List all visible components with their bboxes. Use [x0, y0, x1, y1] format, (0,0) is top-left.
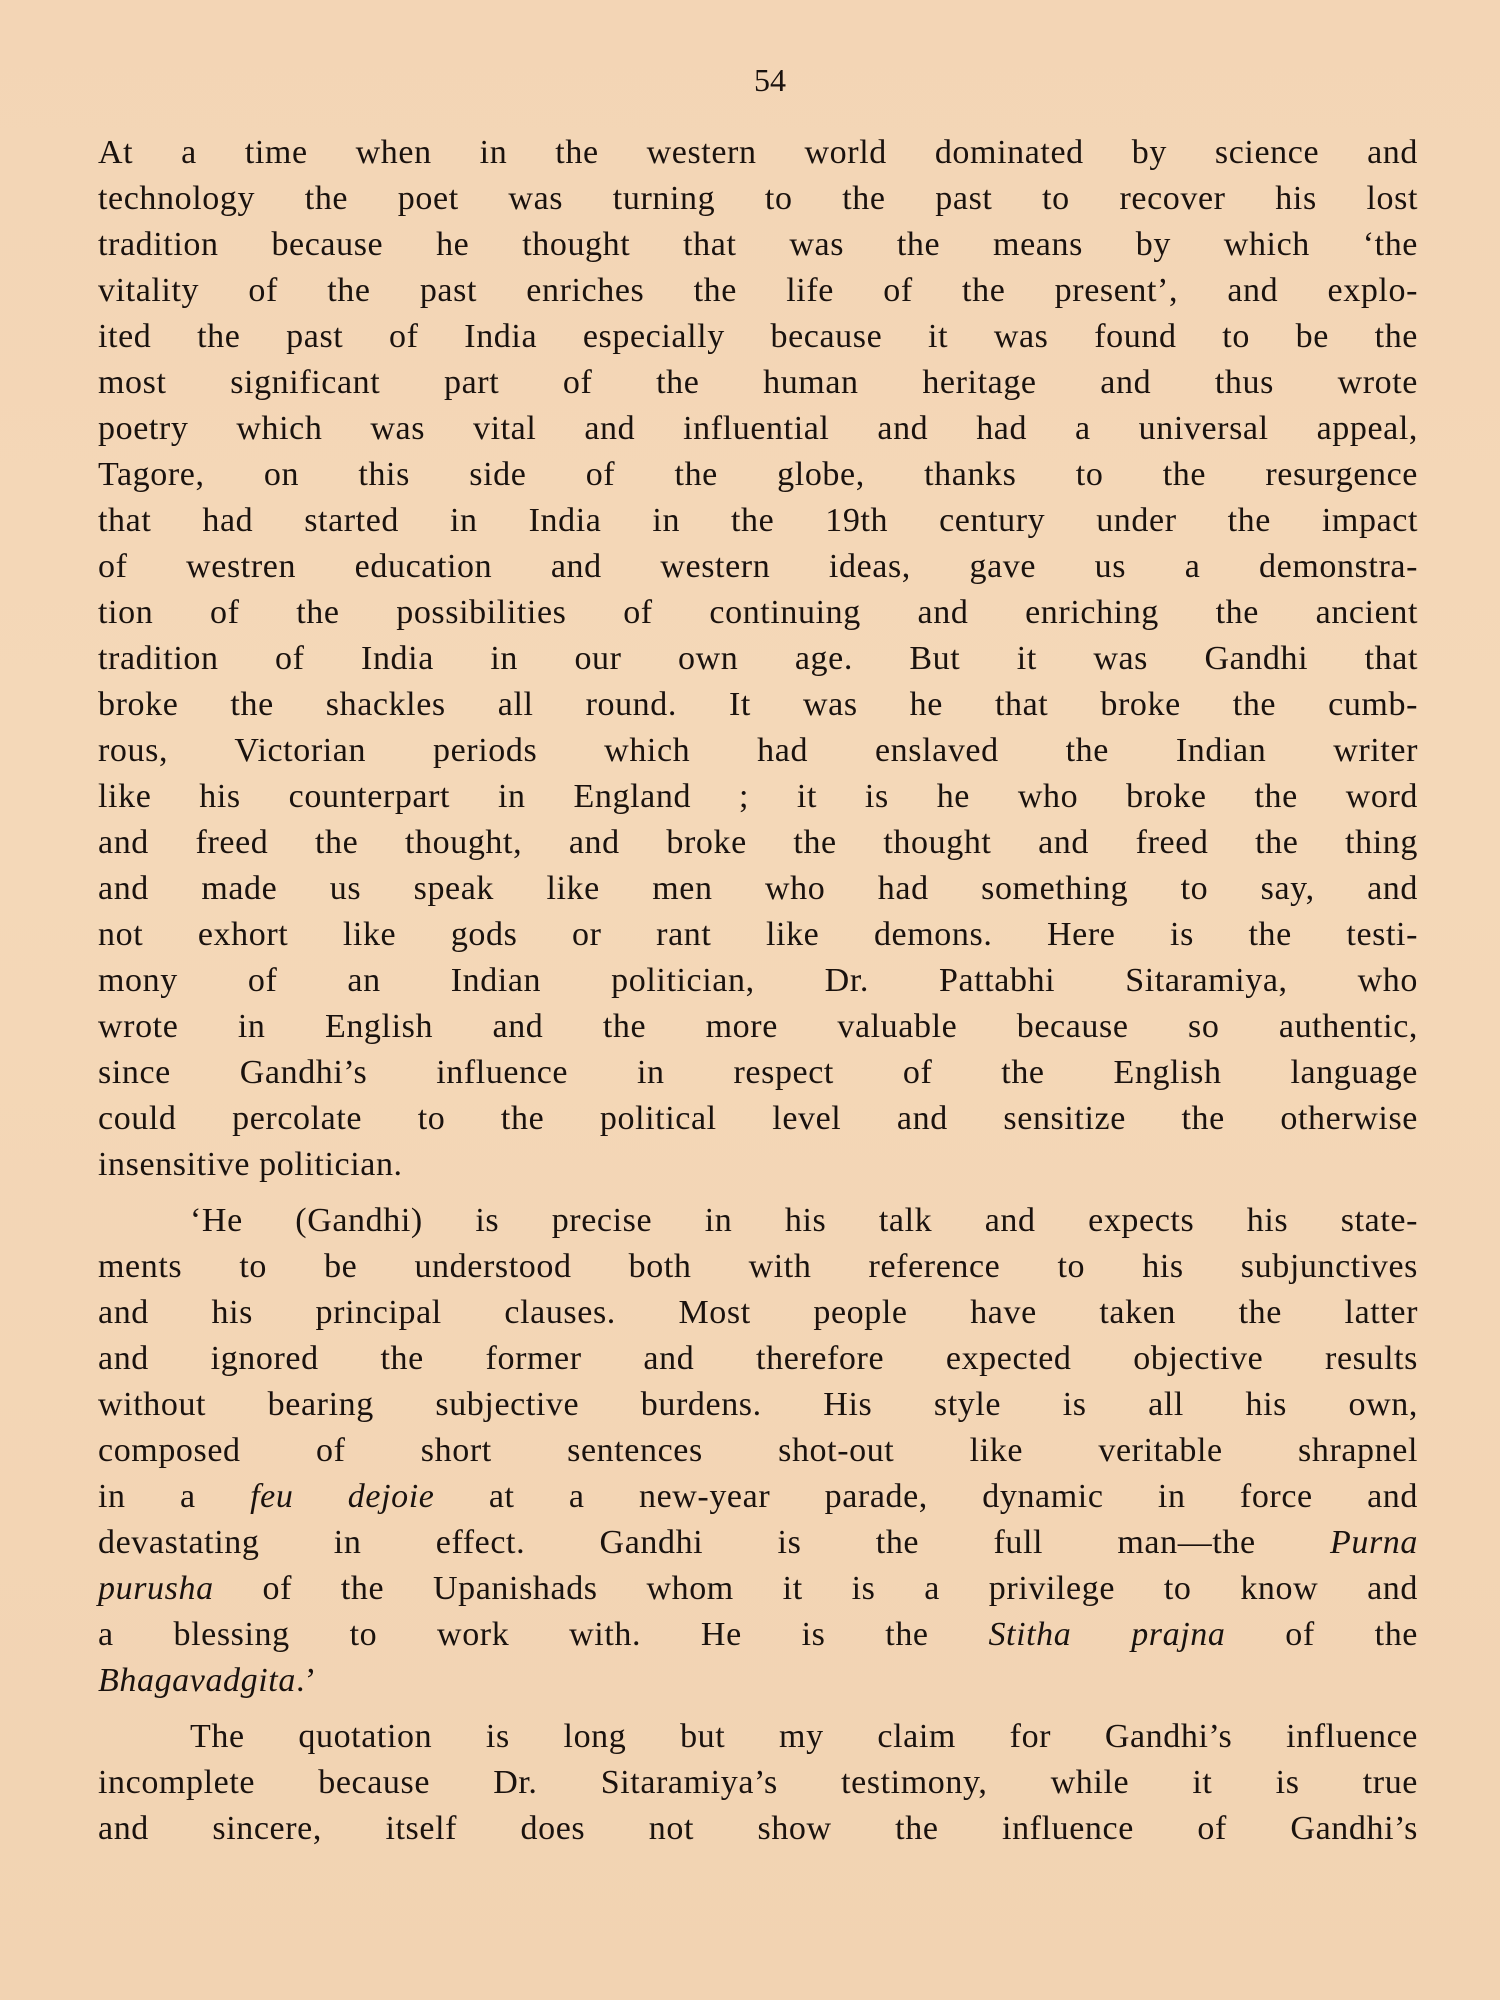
- paragraph-2-quotation: [98, 1198, 1418, 1704]
- text-line: tradition of India in our own age. But it was Gandhi that: [98, 640, 1418, 677]
- text-line: Tagore, on this side of the globe, thanks to the resurgence: [98, 456, 1418, 493]
- text-run: of the: [1225, 1616, 1418, 1653]
- text-line: like his counterpart in England ; it is he who broke the word: [98, 778, 1418, 815]
- text-line: and sincere, itself does not show the influence of Gandhi’s: [98, 1810, 1418, 1847]
- italic-text-run: Purna: [1330, 1524, 1418, 1561]
- text-run: of the Upanishads whom it is a privilege to know and: [213, 1570, 1418, 1607]
- paragraph-1: [98, 130, 1418, 1188]
- text-line: [98, 1474, 1418, 1520]
- text-line: tion of the possibilities of continuing and enriching the ancient: [98, 594, 1418, 631]
- text-line: technology the poet was turning to the past to recover his lost: [98, 180, 1418, 217]
- text-line: not exhort like gods or rant like demons. Here is the testi-: [98, 916, 1418, 953]
- text-line: tradition because he thought that was the means by which ‘the: [98, 226, 1418, 263]
- text-run: .’: [295, 1662, 317, 1699]
- text-line: mony of an Indian politician, Dr. Pattabhi Sitaramiya, who: [98, 962, 1418, 999]
- text-line: since Gandhi’s influence in respect of the English language: [98, 1054, 1418, 1091]
- text-line: [98, 1520, 1418, 1566]
- text-run: in a: [98, 1478, 251, 1515]
- text-line: without bearing subjective burdens. His style is all his own,: [98, 1386, 1418, 1423]
- text-line: most significant part of the human heritage and thus wrote: [98, 364, 1418, 401]
- text-line: [98, 1612, 1418, 1658]
- text-line: composed of short sentences shot-out like veritable shrapnel: [98, 1432, 1418, 1469]
- italic-text-run: Stitha prajna: [988, 1616, 1226, 1653]
- text-line: ‘He (Gandhi) is precise in his talk and expects his state-: [190, 1202, 1418, 1239]
- text-line: [98, 1566, 1418, 1612]
- text-line: and ignored the former and therefore expected objective results: [98, 1340, 1418, 1377]
- italic-text-run: purusha: [98, 1570, 214, 1607]
- text-line: wrote in English and the more valuable because so authentic,: [98, 1008, 1418, 1045]
- text-line: rous, Victorian periods which had enslaved the Indian writer: [98, 732, 1418, 769]
- text-line: At a time when in the western world dominated by science and: [98, 134, 1418, 171]
- italic-text-run: feu dejoie: [250, 1478, 435, 1515]
- body-text: [98, 130, 1418, 1852]
- text-line: ited the past of India especially because it was found to be the: [98, 318, 1418, 355]
- italic-text-run: Bhagavadgita: [98, 1662, 296, 1699]
- text-line: of westren education and western ideas, gave us a demonstra-: [98, 548, 1418, 585]
- text-run: a blessing to work with. He is the: [98, 1616, 989, 1653]
- text-line: and made us speak like men who had something to say, and: [98, 870, 1418, 907]
- text-line: broke the shackles all round. It was he that broke the cumb-: [98, 686, 1418, 723]
- page-number: 54: [754, 62, 786, 98]
- text-line: and freed the thought, and broke the thought and freed the thing: [98, 824, 1418, 861]
- text-line: ments to be understood both with reference to his subjunctives: [98, 1248, 1418, 1285]
- text-line: could percolate to the political level and sensitize the otherwise: [98, 1100, 1418, 1137]
- text-line: poetry which was vital and influential and had a universal appeal,: [98, 410, 1418, 447]
- text-run: at a new-year parade, dynamic in force and: [434, 1478, 1418, 1515]
- paragraph-3: [98, 1714, 1418, 1852]
- text-line: The quotation is long but my claim for Gandhi’s influence: [190, 1718, 1418, 1755]
- text-line: vitality of the past enriches the life of the present’, and explo-: [98, 272, 1418, 309]
- text-run: devastating in effect. Gandhi is the full man—the: [98, 1524, 1330, 1561]
- text-line: insensitive politician.: [98, 1146, 403, 1183]
- text-line: incomplete because Dr. Sitaramiya’s testimony, while it is true: [98, 1764, 1418, 1801]
- text-line: and his principal clauses. Most people have taken the latter: [98, 1294, 1418, 1331]
- text-line: that had started in India in the 19th century under the impact: [98, 502, 1418, 539]
- text-line: [98, 1658, 1418, 1704]
